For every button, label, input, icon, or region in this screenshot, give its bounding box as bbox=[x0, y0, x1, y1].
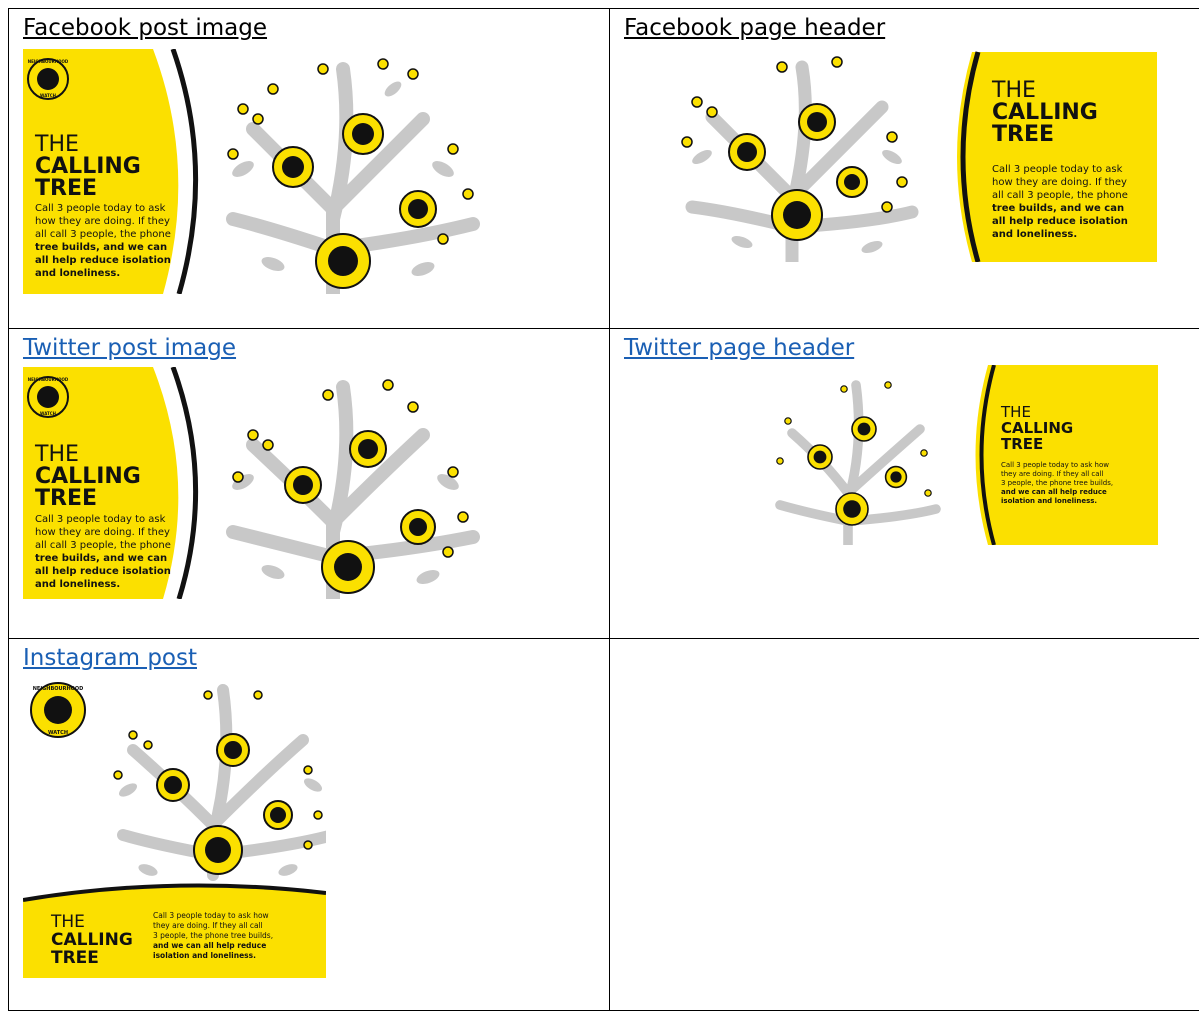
svg-text:and we can all help reduce: and we can all help reduce bbox=[1001, 488, 1107, 496]
svg-text:Call 3 people today to ask: Call 3 people today to ask bbox=[992, 164, 1123, 175]
svg-text:isolation and loneliness.: isolation and loneliness. bbox=[153, 951, 256, 960]
svg-text:TREE: TREE bbox=[51, 948, 99, 968]
cell-twitter-header bbox=[610, 329, 1199, 639]
svg-text:and loneliness.: and loneliness. bbox=[992, 229, 1078, 240]
facebook-header-title: Facebook page header bbox=[624, 15, 886, 41]
svg-text:3 people, the phone tree build: 3 people, the phone tree builds, bbox=[1001, 479, 1114, 487]
svg-text:Call 3 people today to ask: Call 3 people today to ask bbox=[35, 514, 166, 525]
svg-text:NEIGHBOURHOOD: NEIGHBOURHOOD bbox=[32, 686, 84, 692]
svg-text:THE: THE bbox=[35, 132, 79, 157]
svg-text:WATCH: WATCH bbox=[39, 411, 57, 416]
calling-tree-header-graphic bbox=[758, 365, 1158, 545]
calling-tree-landscape-graphic bbox=[23, 49, 483, 294]
svg-text:they are doing. If they all ca: they are doing. If they all call bbox=[1001, 470, 1104, 478]
svg-text:and loneliness.: and loneliness. bbox=[35, 579, 121, 590]
svg-text:tree builds, and we can: tree builds, and we can bbox=[35, 242, 168, 253]
svg-text:how they are doing. If they: how they are doing. If they bbox=[35, 216, 170, 227]
twitter-header-link[interactable]: Twitter page header bbox=[624, 335, 855, 361]
neighbourhood-watch-logo bbox=[31, 683, 85, 737]
svg-text:NEIGHBOURHOOD: NEIGHBOURHOOD bbox=[27, 59, 69, 64]
calling-tree-landscape-graphic bbox=[23, 367, 483, 599]
assets-table bbox=[8, 8, 1199, 1011]
instagram-post-link[interactable]: Instagram post bbox=[23, 645, 197, 671]
svg-text:and loneliness.: and loneliness. bbox=[35, 268, 121, 279]
svg-text:tree builds, and we can: tree builds, and we can bbox=[35, 553, 168, 564]
twitter-post-image bbox=[23, 367, 483, 599]
svg-text:TREE: TREE bbox=[35, 486, 98, 511]
svg-text:TREE: TREE bbox=[992, 122, 1055, 147]
svg-text:they are doing. If they all ca: they are doing. If they all call bbox=[153, 921, 263, 930]
svg-text:all help reduce isolation: all help reduce isolation bbox=[35, 566, 171, 577]
cell-facebook-header bbox=[610, 9, 1199, 329]
facebook-header-image bbox=[662, 47, 1157, 262]
svg-text:how they are doing. If they: how they are doing. If they bbox=[35, 527, 170, 538]
svg-text:CALLING: CALLING bbox=[35, 154, 141, 179]
twitter-header-image bbox=[758, 365, 1158, 545]
svg-text:CALLING: CALLING bbox=[35, 464, 141, 489]
svg-text:all call 3 people, the phone: all call 3 people, the phone bbox=[35, 540, 171, 551]
svg-text:Call 3 people today to ask how: Call 3 people today to ask how bbox=[153, 911, 269, 920]
svg-text:isolation and loneliness.: isolation and loneliness. bbox=[1001, 497, 1098, 505]
svg-text:and we can all help reduce: and we can all help reduce bbox=[153, 941, 267, 950]
svg-text:all help reduce isolation: all help reduce isolation bbox=[35, 255, 171, 266]
svg-text:all call 3 people, the phone: all call 3 people, the phone bbox=[35, 229, 171, 240]
svg-text:CALLING: CALLING bbox=[992, 100, 1098, 125]
twitter-post-link[interactable]: Twitter post image bbox=[23, 335, 237, 361]
svg-text:THE: THE bbox=[51, 912, 85, 932]
svg-text:TREE: TREE bbox=[1001, 435, 1044, 453]
svg-text:TREE: TREE bbox=[35, 176, 98, 201]
svg-text:THE: THE bbox=[992, 78, 1036, 103]
svg-text:tree builds, and we can: tree builds, and we can bbox=[992, 203, 1125, 214]
svg-text:Call 3 people today to ask how: Call 3 people today to ask how bbox=[1001, 461, 1109, 469]
svg-text:Call 3 people today to ask: Call 3 people today to ask bbox=[35, 203, 166, 214]
instagram-post-image bbox=[23, 675, 326, 978]
cell-empty bbox=[610, 639, 1199, 1011]
facebook-post-image bbox=[23, 49, 483, 294]
calling-tree-square-graphic bbox=[23, 675, 326, 978]
neighbourhood-watch-logo bbox=[28, 377, 69, 417]
cell-facebook-post bbox=[9, 9, 610, 329]
svg-text:all call 3 people, the phone: all call 3 people, the phone bbox=[992, 190, 1128, 201]
svg-text:WATCH: WATCH bbox=[39, 93, 57, 98]
svg-text:CALLING: CALLING bbox=[1001, 419, 1074, 437]
svg-text:3 people, the phone tree build: 3 people, the phone tree builds, bbox=[153, 931, 274, 940]
calling-tree-header-graphic bbox=[662, 47, 1157, 262]
svg-text:THE: THE bbox=[35, 442, 79, 467]
cell-instagram-post bbox=[9, 639, 610, 1011]
svg-text:all help reduce isolation: all help reduce isolation bbox=[992, 216, 1128, 227]
svg-text:THE: THE bbox=[1001, 403, 1031, 421]
facebook-post-title: Facebook post image bbox=[23, 15, 268, 41]
neighbourhood-watch-logo bbox=[28, 59, 69, 99]
svg-text:NEIGHBOURHOOD: NEIGHBOURHOOD bbox=[27, 377, 69, 382]
svg-text:WATCH: WATCH bbox=[47, 730, 69, 736]
svg-text:CALLING: CALLING bbox=[51, 930, 133, 950]
svg-text:how they are doing. If they: how they are doing. If they bbox=[992, 177, 1127, 188]
cell-twitter-post bbox=[9, 329, 610, 639]
